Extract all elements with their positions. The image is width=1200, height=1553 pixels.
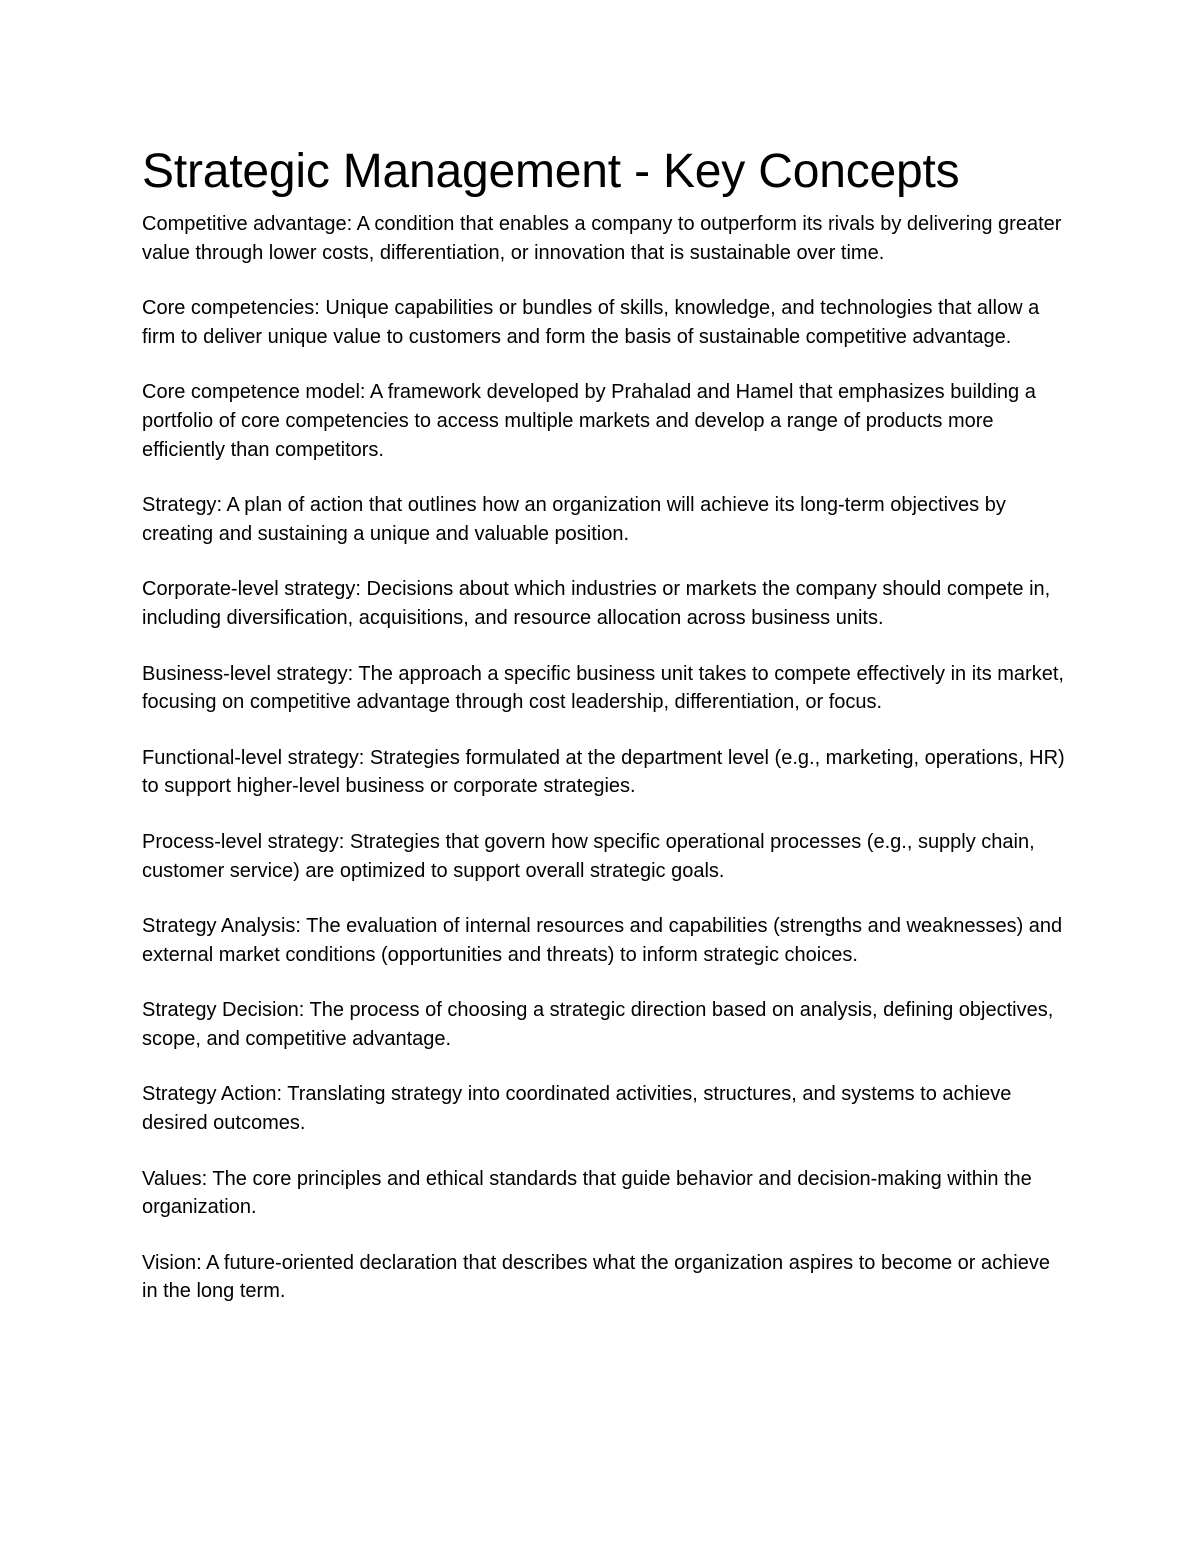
entry-business-level-strategy: Business-level strategy: The approach a specific business unit takes to compete effectively in its market, focusing on competitive advantage through cost leadership, differentiation, or focus. — [142, 662, 1064, 714]
entry-strategy-decision: Strategy Decision: The process of choosing a strategic direction based on analysis, defining objectives, scope, and competitive advantage. — [142, 999, 1054, 1050]
entry-strategy: Strategy: A plan of action that outlines how an organization will achieve its long-term objectives by creating and sustaining a unique and valuable position. — [142, 494, 1006, 545]
entry-strategy-action: Strategy Action: Translating strategy into coordinated activities, structures, and systems to achieve desired outcomes. — [142, 1083, 1012, 1135]
entry-vision: Vision: A future-oriented declaration that describes what the organization aspires to become or achieve in the long term. — [142, 1251, 1050, 1303]
entry-corporate-level-strategy: Corporate-level strategy: Decisions about which industries or markets the company should compete in, including diversification, acquisitions, and resource allocation across business units. — [142, 578, 1051, 629]
entry-competitive-advantage: Competitive advantage: A condition that enables a company to outperform its rivals by delivering greater value through lower costs, differentiation, or innovation that is sustainable over time. — [142, 213, 1062, 264]
entry-functional-level-strategy: Functional-level strategy: Strategies formulated at the department level (e.g., marketing, operations, HR) to support higher-level business or corporate strategies. — [142, 746, 1065, 798]
entry-core-competence-model: Core competence model: A framework developed by Prahalad and Hamel that emphasizes building a portfolio of core competencies to access multiple markets and develop a range of products more efficiently than competitors. — [142, 381, 1036, 461]
document-page — [142, 140, 1067, 1333]
entry-core-competencies: Core competencies: Unique capabilities or bundles of skills, knowledge, and technologies that allow a firm to deliver unique value to customers and form the basis of sustainable competitive advantage. — [142, 297, 1040, 348]
document-title: Strategic Management - Key Concepts — [142, 145, 960, 198]
entry-strategy-analysis: Strategy Analysis: The evaluation of internal resources and capabilities (strengths and weaknesses) and external market conditions (opportunities and threats) to inform strategic choices. — [142, 915, 1063, 966]
entry-values: Values: The core principles and ethical standards that guide behavior and decision-making within the organization. — [142, 1167, 1032, 1219]
entry-process-level-strategy: Process-level strategy: Strategies that govern how specific operational processes (e.g., supply chain, customer service) are optimized to support overall strategic goals. — [142, 830, 1035, 882]
